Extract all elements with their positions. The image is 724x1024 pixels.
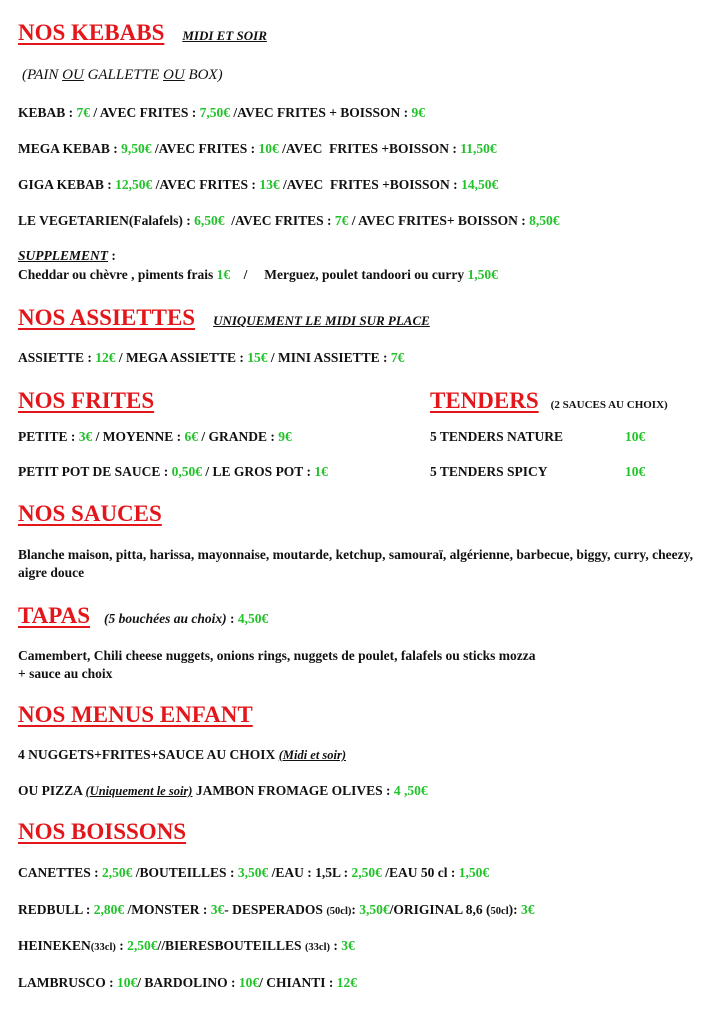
kebabs-bread-options [22, 67, 223, 84]
frites-section-header [18, 388, 154, 414]
price: 14,50€ [461, 177, 499, 192]
options-open: (PAIN [22, 67, 63, 83]
price: 8,50€ [529, 213, 560, 228]
price: 13€ [259, 177, 280, 192]
item-text: ): [508, 902, 521, 917]
item-text: Cheddar ou chèvre , piments frais [18, 267, 217, 282]
item-text: KEBAB : [18, 105, 77, 120]
item-text: / MEGA ASSIETTE : [115, 350, 248, 365]
enfant-nuggets-note: (Midi et soir) [278, 748, 347, 762]
tenders-item-spicy [430, 464, 548, 480]
price: 1,50€ [458, 865, 490, 880]
item-text: PETIT POT DE SAUCE : [18, 464, 172, 479]
enfant-pizza-price: 4 ,50€ [393, 783, 428, 798]
boissons-title: NOS BOISSONS [18, 819, 187, 844]
tenders-item-name: 5 TENDERS SPICY [430, 464, 548, 479]
tenders-item-price: 10€ [625, 429, 646, 444]
item-text: REDBULL : [18, 902, 94, 917]
item-text: : [351, 902, 360, 917]
price: 3€ [341, 938, 355, 953]
price: 10€ [117, 975, 138, 990]
price: 6,50€ [194, 213, 225, 228]
boissons-line-wine [18, 975, 357, 991]
enfant-pizza-line [18, 783, 428, 799]
tapas-sauce: + sauce au choix [18, 666, 113, 681]
item-text: ASSIETTE : [18, 350, 96, 365]
item-text: PETITE : [18, 429, 79, 444]
frites-sauce-line [18, 464, 328, 480]
volume-label: (50cl) [326, 906, 352, 917]
item-text: HEINEKEN [18, 938, 91, 953]
mega-kebab-line [18, 141, 497, 157]
supplement-label: SUPPLEMENT [18, 248, 109, 263]
item-text: /EAU : 1,5L : [268, 865, 352, 880]
tenders-item-name: 5 TENDERS NATURE [430, 429, 564, 444]
kebabs-section-header [18, 20, 267, 46]
price: 2,50€ [102, 865, 133, 880]
frites-sizes-line [18, 429, 292, 445]
price: 7€ [390, 350, 405, 365]
vegetarien-line [18, 213, 560, 229]
item-text: /EAU 50 cl : [381, 865, 459, 880]
options-end: BOX) [184, 67, 223, 83]
tapas-note: (5 bouchées au choix) [104, 611, 227, 626]
sauces-list: Blanche maison, pitta, harissa, mayonnaise, moutarde, ketchup, samouraï, algérienne, barbecue, biggy, curry, cheezy, aigre douce [18, 547, 693, 580]
kebabs-title: NOS KEBABS [18, 20, 165, 45]
tapas-section-header [18, 603, 268, 629]
item-text: /MONSTER : [124, 902, 211, 917]
supplement-label-row [18, 248, 116, 264]
assiettes-subtitle: UNIQUEMENT LE MIDI SUR PLACE [213, 313, 430, 328]
price: 9€ [278, 429, 292, 444]
item-text: CANETTES : [18, 865, 103, 880]
item-text: /AVEC FRITES +BOISSON : [278, 141, 461, 156]
item-text: / BARDOLINO : [137, 975, 239, 990]
volume-label: (33cl) [304, 942, 331, 953]
item-text: /AVEC FRITES : [151, 141, 259, 156]
item-text: / AVEC FRITES+ BOISSON : [348, 213, 530, 228]
price: 12€ [336, 975, 358, 990]
item-text: MEGA KEBAB : [18, 141, 122, 156]
price: 12,50€ [115, 177, 153, 192]
sauces-section-header [18, 501, 162, 527]
boissons-line-energy [18, 902, 534, 918]
item-text: / MINI ASSIETTE : [267, 350, 391, 365]
kebabs-subtitle: MIDI ET SOIR [182, 28, 267, 43]
item-text: / Merguez, poulet tandoori ou curry [230, 267, 468, 282]
price: 9€ [411, 105, 426, 120]
item-text: / CHIANTI : [259, 975, 337, 990]
price: 11,50€ [460, 141, 497, 156]
price: 1€ [216, 267, 231, 282]
price: 1,50€ [467, 267, 498, 282]
enfant-nuggets-text: 4 NUGGETS+FRITES+SAUCE AU CHOIX [18, 747, 279, 762]
price: 7,50€ [199, 105, 231, 120]
item-text: /AVEC FRITES +BOISSON : [279, 177, 462, 192]
price: 3€ [210, 902, 225, 917]
item-text: /BOUTEILLES : [132, 865, 238, 880]
tenders-title: TENDERS [430, 388, 539, 413]
giga-kebab-line [18, 177, 498, 193]
frites-title: NOS FRITES [18, 388, 155, 413]
tenders-note: (2 SAUCES AU CHOIX) [550, 399, 668, 411]
boissons-line-softs [18, 865, 489, 881]
sauces-title: NOS SAUCES [18, 501, 162, 526]
tenders-item-price: 10€ [625, 464, 646, 479]
assiettes-section-header [18, 305, 430, 331]
item-text: / LE GROS POT : [202, 464, 315, 479]
enfant-section-header [18, 702, 253, 728]
options-or-2: OU [163, 67, 185, 83]
price: 0,50€ [171, 464, 203, 479]
tenders-section-header [430, 388, 668, 414]
supplement-line [18, 267, 498, 283]
price: 3€ [78, 429, 93, 444]
assiettes-line [18, 350, 404, 366]
options-or-1: OU [62, 67, 84, 83]
enfant-title: NOS MENUS ENFANT [18, 702, 253, 727]
price: 2,80€ [93, 902, 125, 917]
price: 3,50€ [359, 902, 390, 917]
item-text: /AVEC FRITES : [224, 213, 335, 228]
price: 6€ [184, 429, 199, 444]
item-text: / GRANDE : [198, 429, 279, 444]
boissons-line-beer [18, 938, 355, 954]
tapas-title: TAPAS [18, 603, 90, 628]
item-text: GIGA KEBAB : [18, 177, 116, 192]
item-text: /AVEC FRITES + BOISSON : [230, 105, 412, 120]
item-text: / MOYENNE : [92, 429, 185, 444]
price: 7€ [334, 213, 349, 228]
tapas-sep: : [226, 611, 238, 626]
enfant-pizza-text: OU PIZZA [18, 783, 86, 798]
assiettes-title: NOS ASSIETTES [18, 305, 196, 330]
price: 12€ [95, 350, 116, 365]
item-text: //BIERESBOUTEILLES [157, 938, 305, 953]
price: 10€ [238, 975, 260, 990]
price: 3€ [520, 902, 535, 917]
price: 2,50€ [351, 865, 382, 880]
price: 7€ [76, 105, 91, 120]
tapas-list: Camembert, Chili cheese nuggets, onions rings, nuggets de poulet, falafels ou sticks mozza [18, 648, 536, 663]
item-text: /AVEC FRITES : [152, 177, 260, 192]
price: 3,50€ [237, 865, 269, 880]
item-text: : [115, 938, 128, 953]
supplement-colon: : [108, 248, 116, 263]
tapas-price: 4,50€ [237, 611, 269, 626]
item-text: / AVEC FRITES : [90, 105, 200, 120]
enfant-pizza-desc: JAMBON FROMAGE OLIVES : [192, 783, 394, 798]
item-text: /ORIGINAL 8,6 ( [389, 902, 491, 917]
options-mid: GALLETTE [83, 67, 164, 83]
price: 2,50€ [127, 938, 158, 953]
price: 10€ [258, 141, 279, 156]
enfant-nuggets-line [18, 747, 346, 763]
item-text: LAMBRUSCO : [18, 975, 118, 990]
item-text: LE VEGETARIEN(Falafels) : [18, 213, 195, 228]
item-text: : [330, 938, 342, 953]
volume-label: (33cl) [90, 942, 116, 953]
enfant-pizza-note: (Uniquement le soir) [85, 784, 193, 798]
boissons-section-header [18, 819, 186, 845]
tenders-item-nature [430, 429, 563, 445]
price: 1€ [314, 464, 328, 479]
kebab-line [18, 105, 425, 121]
price: 15€ [247, 350, 268, 365]
volume-label: 50cl [490, 906, 509, 917]
price: 9,50€ [121, 141, 152, 156]
item-text: - DESPERADOS [224, 902, 327, 917]
